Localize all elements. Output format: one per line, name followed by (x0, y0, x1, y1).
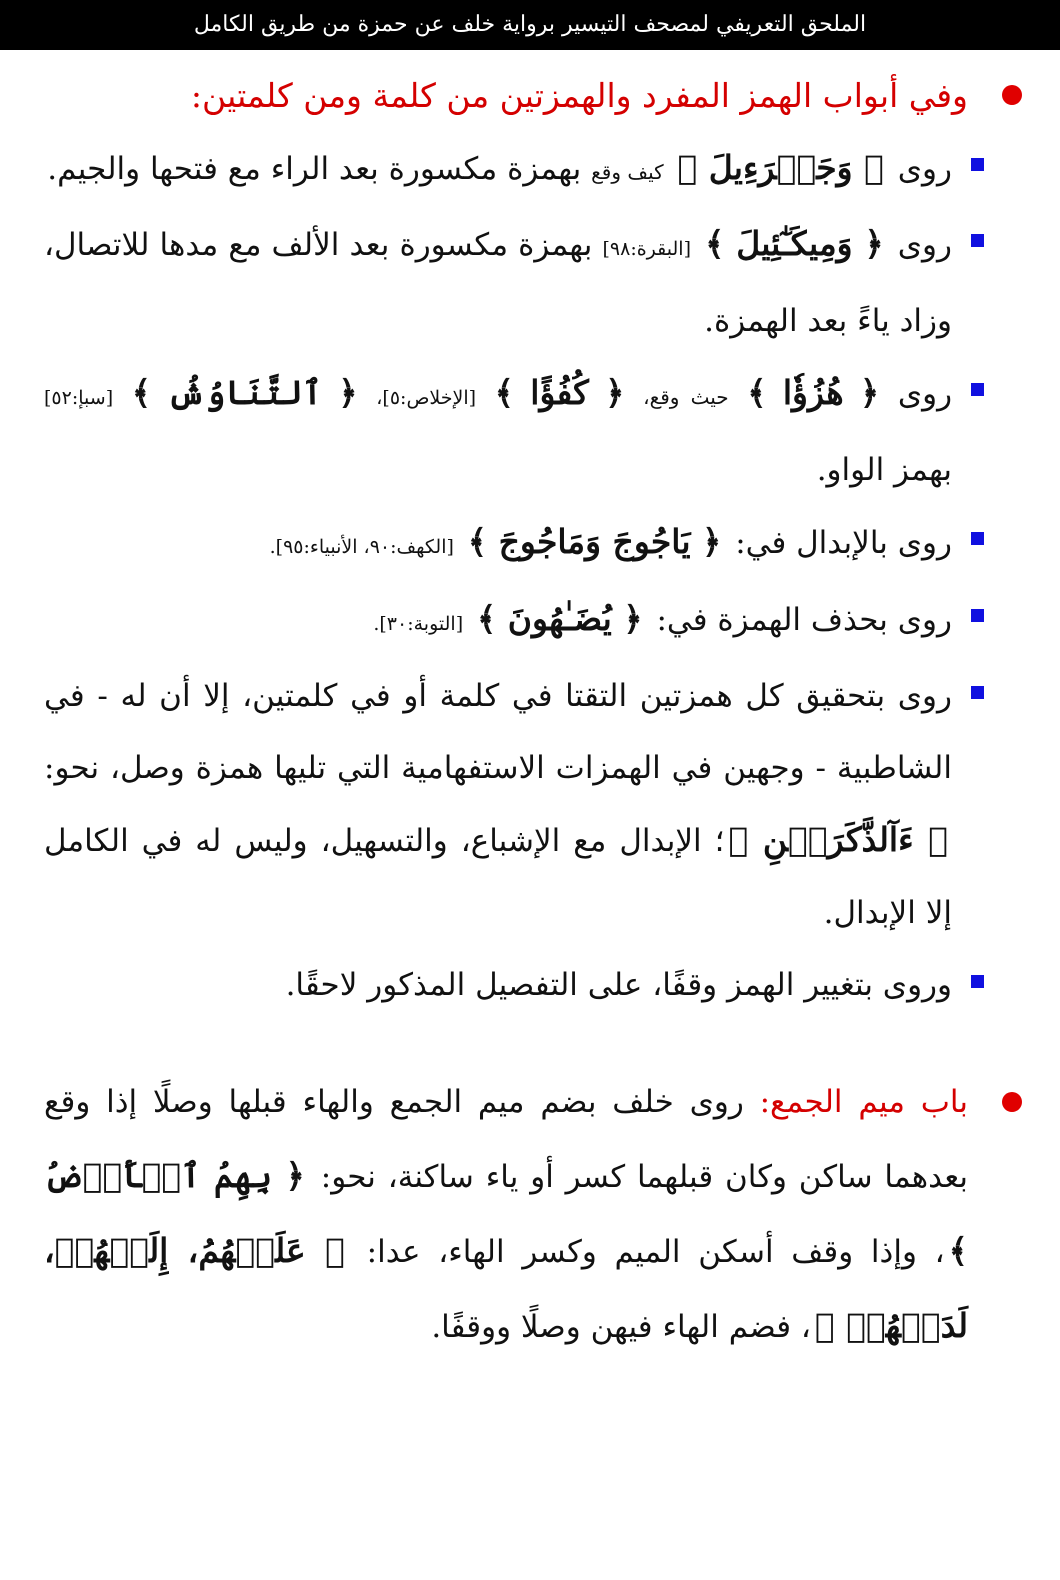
section-title: باب ميم الجمع: (759, 1084, 968, 1120)
list-item (44, 208, 1024, 357)
list-item (44, 583, 1024, 660)
section-text: ، فضم الهاء فيهن وصلًا ووقفًا. (431, 1309, 811, 1345)
item-text: ؛ الإبدال مع الإشباع، والتسهيل، وليس له في الكامل إلا الإبدال. (44, 823, 952, 931)
item-text: روى بتحقيق كل همزتين التقتا في كلمة أو في كلمتين، إلا أن له - في الشاطبية - وجهين في الهمزات الاستفهامية التي تليها همزة وصل، نحو: (44, 678, 952, 786)
quran-word: ﴿ وَجَبۡرَءِيلَ ﴾ (677, 148, 884, 187)
page-content (44, 66, 1024, 1370)
section-text: ، وإذا وقف أسكن الميم وكسر الهاء، عدا: (366, 1234, 945, 1270)
bullet-square-icon (971, 686, 984, 699)
item-text: روى (897, 151, 952, 187)
item-text: روى (897, 376, 953, 412)
quran-word: ﴿ هُزُؤٗا ﴾ (747, 373, 880, 412)
list-item (44, 660, 1024, 949)
verse-reference: [سبإ:٥٢] (44, 387, 114, 409)
verse-reference: [الإخلاص:٥]، (376, 387, 477, 409)
bullet-dot-icon (1002, 85, 1022, 105)
bullet-square-icon (971, 532, 984, 545)
quran-word: ﴿ وَمِيكَـٰٓئِيلَ ﴾ (705, 224, 884, 263)
item-text: روى (897, 227, 953, 263)
bullet-square-icon (971, 609, 984, 622)
item-text: بهمزة مكسورة بعد الألف مع مدها للاتصال، وزاد ياءً بعد الهمزة. (44, 227, 952, 339)
quran-word: ﴿ عَلَيۡهُمُ، إِلَيۡهُمۡ، لَدَيۡهُمۡ ﴾ (44, 1231, 968, 1345)
page-header: الملحق التعريفي لمصحف التيسير برواية خلف عن حمزة من طريق الكامل (0, 0, 1060, 50)
heading-text: وفي أبواب الهمز المفرد والهمزتين من كلمة ومن كلمتين: (190, 76, 968, 115)
item-text: بهمزة مكسورة بعد الراء مع فتحها والجيم. (47, 151, 582, 187)
bullet-dot-icon (1002, 1092, 1022, 1112)
verse-reference: [التوبة:٣٠]. (373, 613, 464, 635)
list-item (44, 357, 1024, 506)
item-text: روى بالإبدال في: (735, 525, 952, 561)
item-text: روى بحذف الهمزة في: (656, 602, 952, 638)
bullet-square-icon (971, 383, 984, 396)
section-mim-jam (44, 1065, 1024, 1364)
bullet-square-icon (971, 158, 984, 171)
quran-word: ﴿ ٱلتَّنَاوُشُ ﴾ (131, 373, 358, 412)
item-text: بهمز الواو. (816, 452, 952, 488)
item-text: وروى بتغيير الهمز وقفًا، على التفصيل المذكور لاحقًا. (285, 967, 952, 1003)
bullet-square-icon (971, 234, 984, 247)
quran-word: ﴿ بِهِمُ ٱلۡأَرۡضُ ﴾ (44, 1156, 969, 1270)
section-heading (44, 66, 1024, 126)
bullet-square-icon (971, 975, 984, 988)
verse-reference: [الكهف:٩٠، الأنبياء:٩٥]. (269, 536, 454, 558)
list-item (44, 949, 1024, 1021)
list-item (44, 506, 1024, 583)
note-text: كيف وقع (591, 160, 664, 184)
quran-word: ﴿ ءَآلذَّكَرَيۡنِ ﴾ (728, 820, 949, 859)
section-text: روى خلف بضم ميم الجمع والهاء قبلها وصلًا إذا وقع بعدهما ساكن وكان قبلهما كسر أو ياء ساكنة، نحو: (44, 1084, 968, 1195)
list-item (44, 132, 1024, 208)
quran-word: ﴿ يُضَـٰهُونَ ﴾ (476, 599, 643, 638)
quran-word: ﴿ كُفُؤًا ﴾ (494, 373, 625, 412)
note-text: حيث وقع، (643, 385, 729, 409)
quran-word: ﴿ يَاجُوجَ وَمَاجُوجَ ﴾ (467, 522, 722, 561)
verse-reference: [البقرة:٩٨] (602, 238, 691, 260)
